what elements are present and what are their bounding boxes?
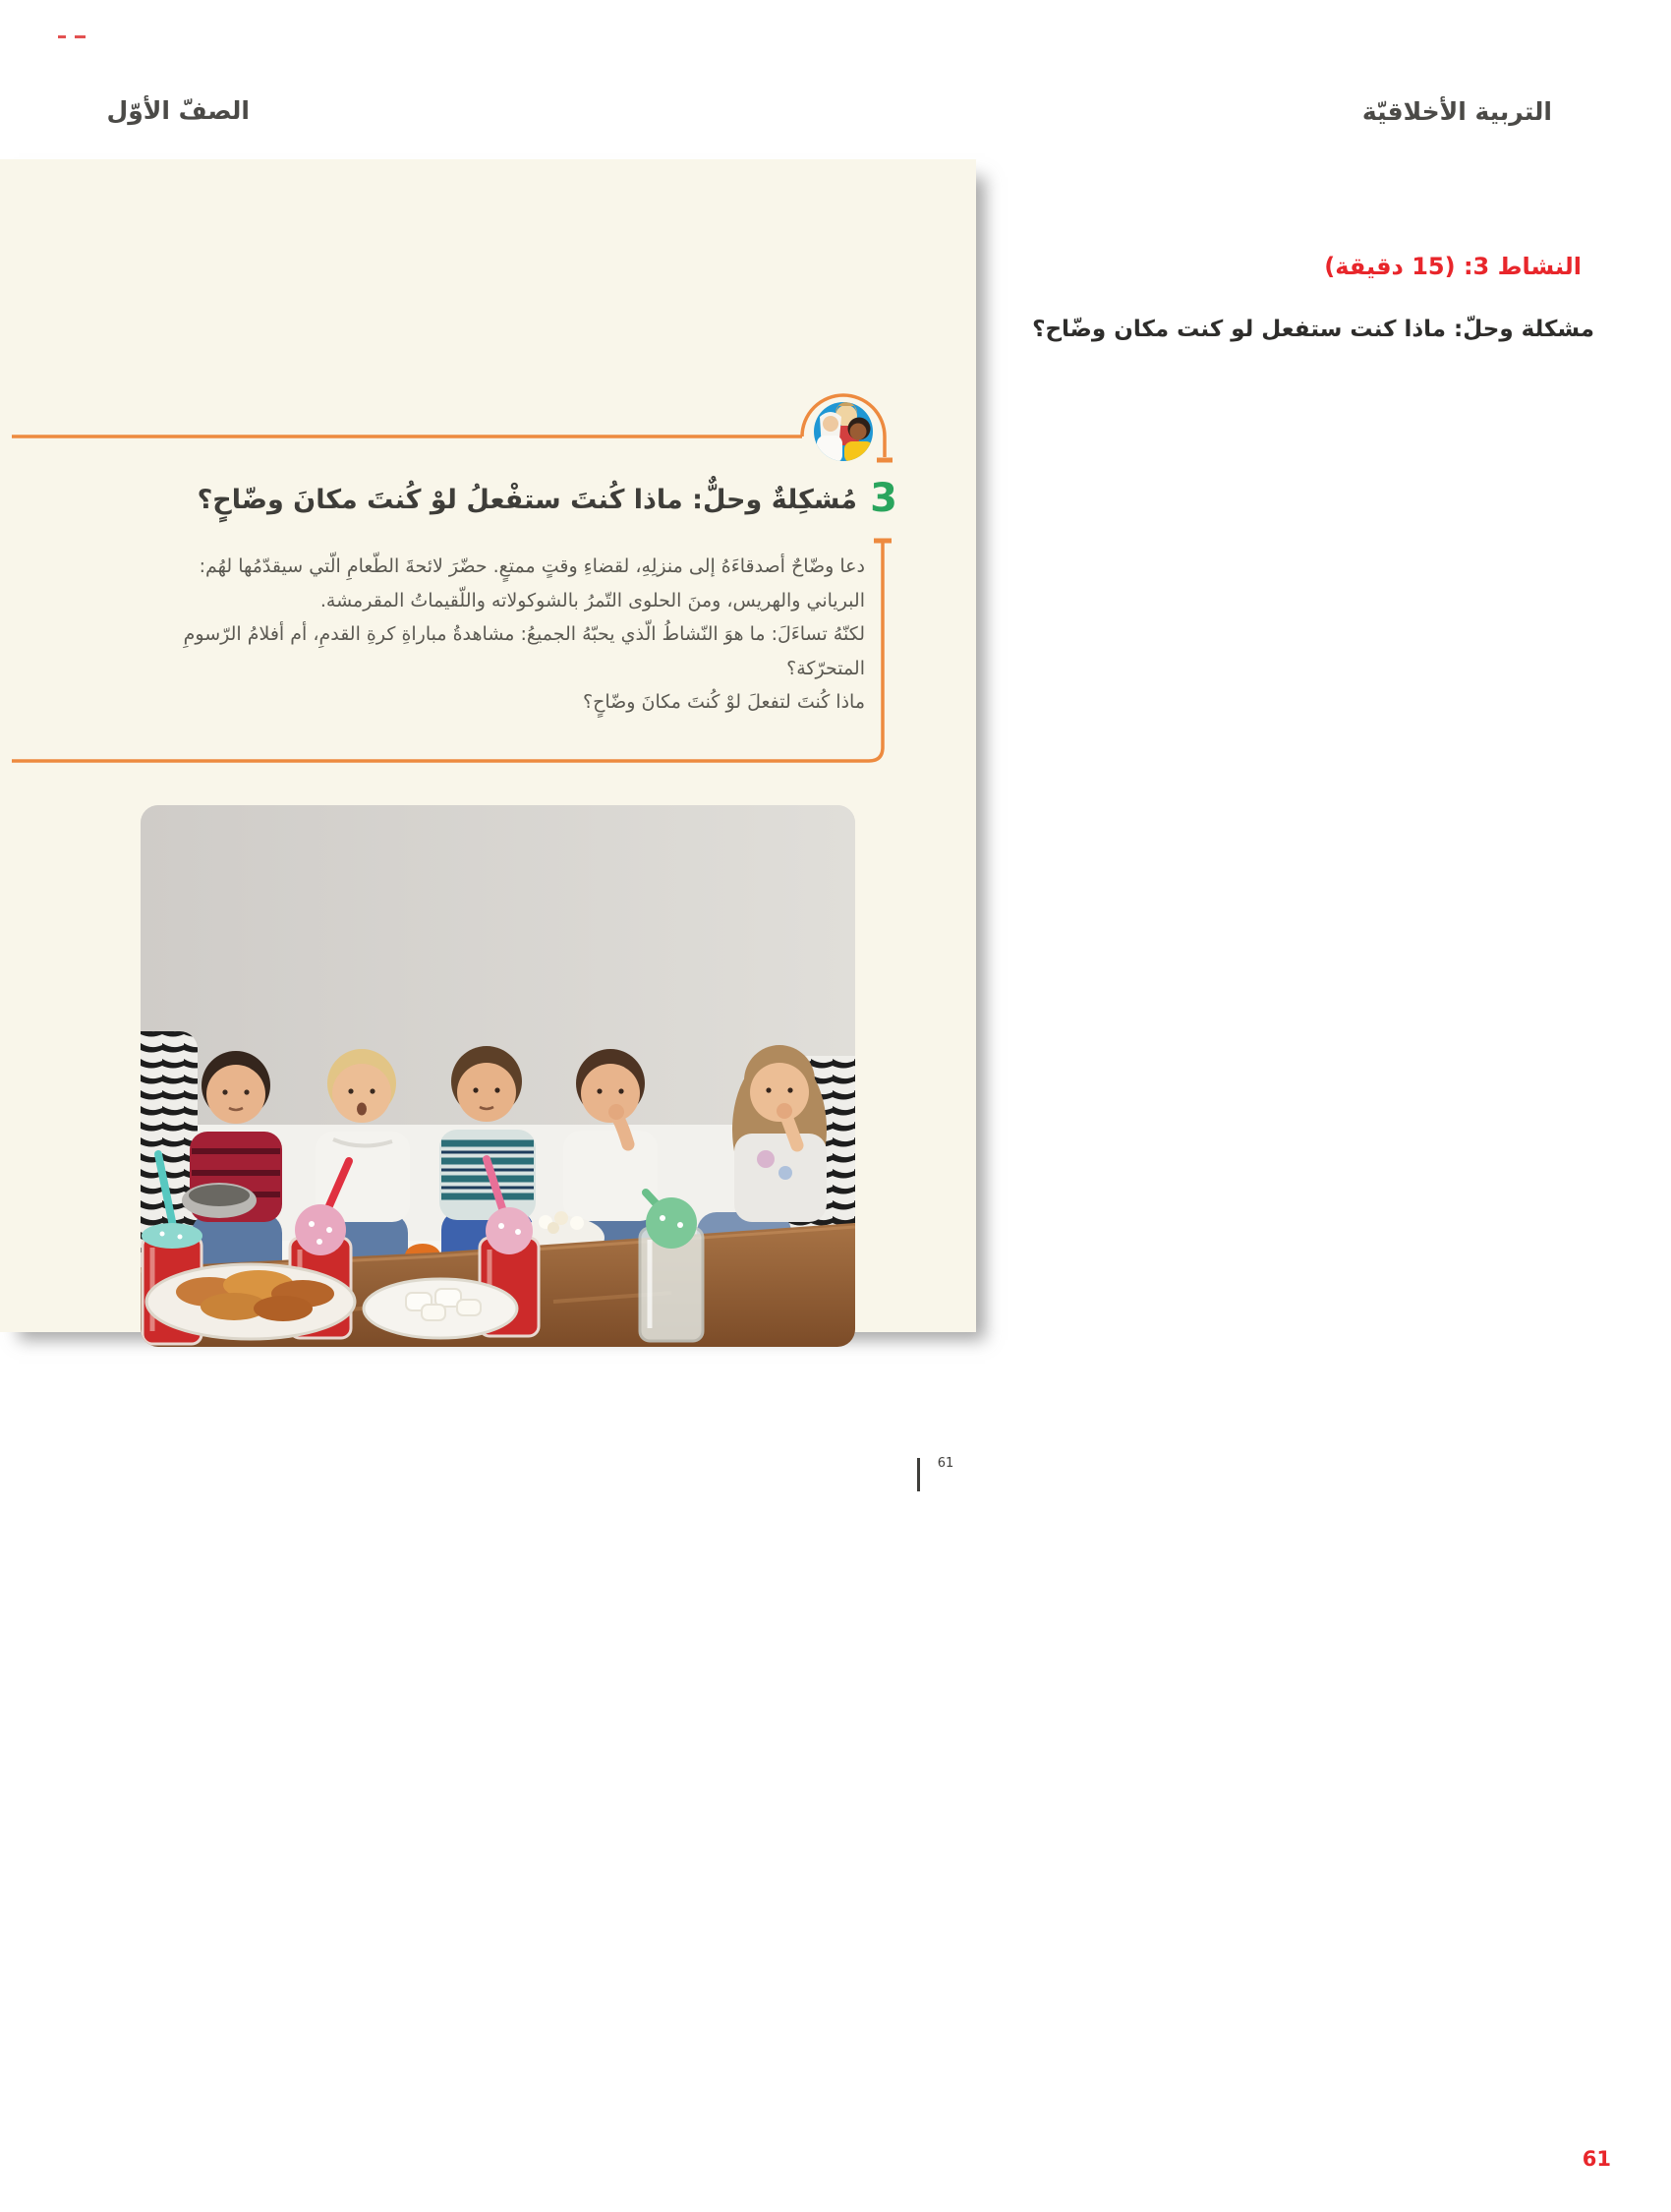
story-line: لكنّهُ تساءَلَ: ما هوَ النّشاطُ الّذي يحبّهُ الجميعُ: مشاهدةُ مباراةِ كرةِ القدمِ، أم أفلامُ الرّسومِ xyxy=(183,623,865,645)
crop-mark-dash xyxy=(58,35,66,38)
photo-pastry-plate xyxy=(146,1264,355,1339)
story-line: المتحرّكة؟ xyxy=(786,657,865,679)
story-line: ماذا كُنتَ لتفعلَ لوْ كُنتَ مكانَ وضّاحٍ؟ xyxy=(583,691,865,713)
story-line: البرياني والهريس، ومنَ الحلوى التّمرُ بالشوكولاته واللّقيماتُ المقرمشة. xyxy=(319,589,865,611)
footer-divider-bar xyxy=(917,1458,920,1491)
photo-marshmallow-plate xyxy=(364,1279,517,1338)
activity-title: مُشكِلةٌ وحلٌّ: ماذا كُنتَ ستفْعلُ لوْ كُنتَ مكانَ وضّاحٍ؟ xyxy=(197,485,857,515)
activity-box-border xyxy=(0,533,976,774)
story-line: دعا وضّاحٌ أصدقاءَهُ إلى منزلِهِ، لقضاءِ وقتٍ ممتعٍ. حضّرَ لائحةَ الطّعامِ الّتي سيقدّمُها لهُم: xyxy=(199,555,865,577)
photo-drink-jar xyxy=(640,1193,703,1341)
book-page-number: 61 xyxy=(937,1456,954,1471)
textbook-page xyxy=(0,159,976,1471)
document-page-number: 61 xyxy=(1582,2147,1611,2171)
activity-question-note: مشكلة وحلّ: ماذا كنت ستفعل لو كنت مكان وضّاح؟ xyxy=(1032,317,1594,342)
activity-duration-header: النشاط 3: (15 دقيقة) xyxy=(1324,253,1582,280)
children-snacks-photo xyxy=(141,805,855,1347)
activity-box-top-rule xyxy=(0,385,976,479)
activity-number: 3 xyxy=(870,476,897,521)
running-head-subject: التربية الأخلاقيّة xyxy=(1361,97,1552,126)
running-head-grade: الصفّ الأوّل xyxy=(106,96,250,125)
crop-mark-dash xyxy=(75,35,86,38)
children-group-icon xyxy=(814,402,874,463)
